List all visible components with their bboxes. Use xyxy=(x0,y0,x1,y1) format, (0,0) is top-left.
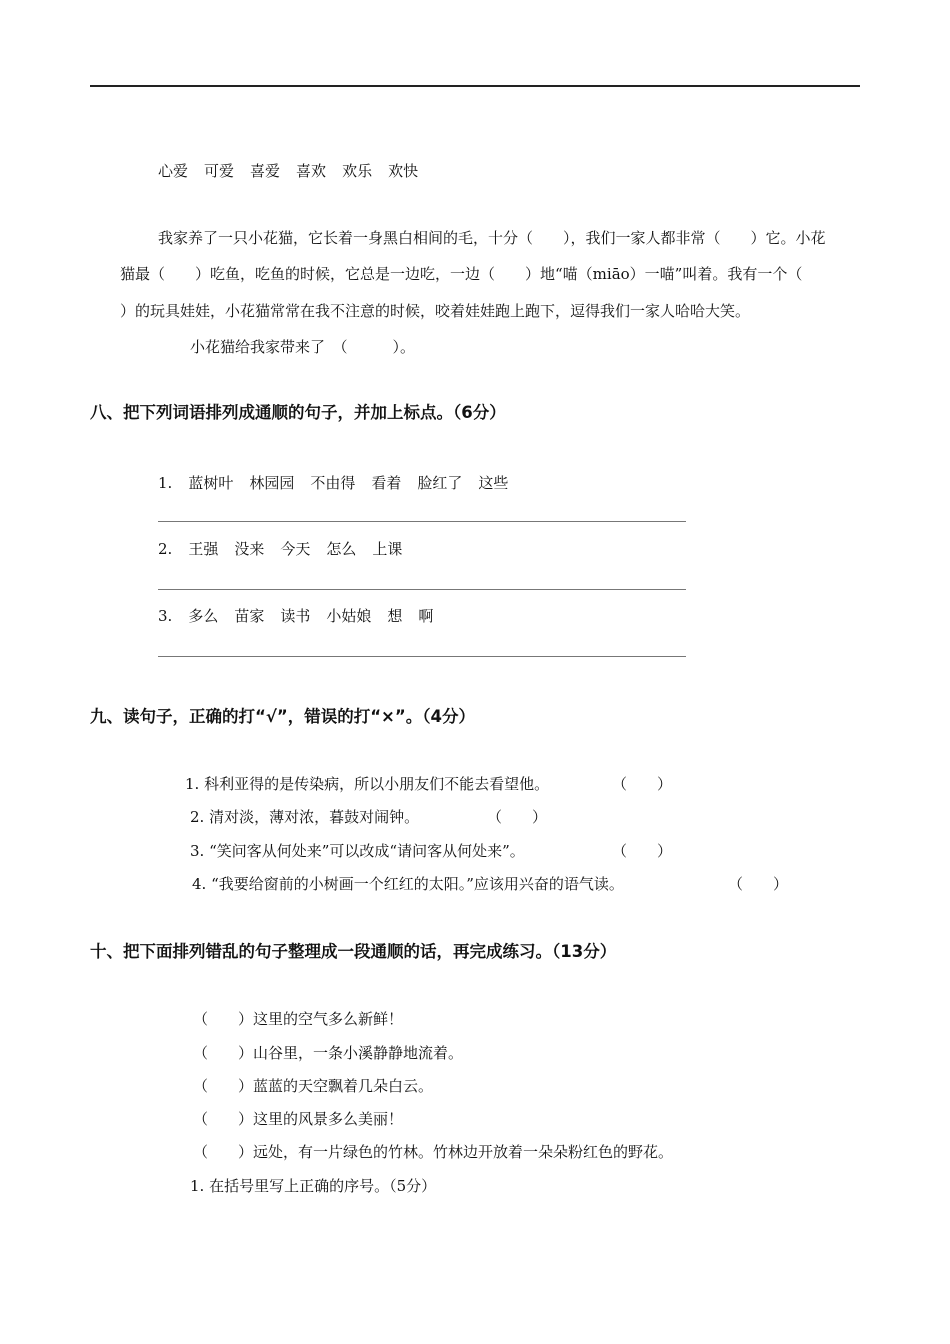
answer-line-1[interactable] xyxy=(158,521,686,522)
section-10-heading: 十、把下面排列错乱的句子整理成一段通顺的话，再完成练习。（13分） xyxy=(90,942,617,961)
word: 这些 xyxy=(478,474,509,492)
sentence-row-4 xyxy=(193,1110,403,1128)
order-blank[interactable]: （ ） xyxy=(193,1077,254,1095)
word-bank-item: 喜欢 xyxy=(296,162,327,180)
word: 林园园 xyxy=(249,474,295,492)
word-bank-item: 可爱 xyxy=(204,162,235,180)
judgement-item-4: 4. “我要给窗前的小树画一个红红的太阳。”应该用兴奋的语气读。 xyxy=(192,875,624,893)
word: 上课 xyxy=(372,540,403,558)
judgement-item-2: 2. 清对淡，薄对浓，暮鼓对闹钟。 xyxy=(190,808,420,826)
judgement-blank-2[interactable]: （ ） xyxy=(487,808,548,826)
answer-line-2[interactable] xyxy=(158,589,686,590)
passage-line-4: 小花猫给我家带来了 （ ）。 xyxy=(190,338,416,356)
word: 啊 xyxy=(418,607,434,625)
sentence-row-5 xyxy=(193,1143,673,1161)
word: 苗家 xyxy=(234,607,265,625)
section-10-task-1: 1. 在括号里写上正确的序号。（5分） xyxy=(190,1177,437,1195)
word: 今天 xyxy=(280,540,311,558)
judgement-blank-3[interactable]: （ ） xyxy=(612,842,673,860)
sentence-text: 山谷里，一条小溪静静地流着。 xyxy=(253,1044,464,1062)
word-bank-item: 欢快 xyxy=(388,162,419,180)
judgement-item-3: 3. “笑问客从何处来”可以改成“请问客从何处来”。 xyxy=(190,842,525,860)
word: 不由得 xyxy=(310,474,356,492)
sentence-text: 这里的空气多么新鲜！ xyxy=(253,1010,404,1028)
item-number: 3. xyxy=(158,607,173,625)
section-8-heading: 八、把下列词语排列成通顺的句子，并加上标点。（6分） xyxy=(90,403,506,422)
order-blank[interactable]: （ ） xyxy=(193,1010,254,1028)
section-8-item-2 xyxy=(158,540,402,558)
order-blank[interactable]: （ ） xyxy=(193,1110,254,1128)
order-blank[interactable]: （ ） xyxy=(193,1044,254,1062)
word: 读书 xyxy=(280,607,311,625)
judgement-item-1: 1. 科利亚得的是传染病，所以小朋友们不能去看望他。 xyxy=(185,775,550,793)
item-number: 2. xyxy=(158,540,173,558)
sentence-row-2 xyxy=(193,1044,463,1062)
item-number: 1. xyxy=(158,474,173,492)
header-rule xyxy=(90,85,860,87)
word: 没来 xyxy=(234,540,265,558)
sentence-text: 蓝蓝的天空飘着几朵白云。 xyxy=(253,1077,434,1095)
section-8-item-1 xyxy=(158,474,508,492)
section-8-item-3 xyxy=(158,607,433,625)
sentence-row-3 xyxy=(193,1077,433,1095)
word-bank xyxy=(158,162,418,180)
passage-line-2: 猫最（ ）吃鱼，吃鱼的时候，它总是一边吃，一边（ ）地“喵（miāo）一喵”叫着。我有一个（ xyxy=(120,265,803,283)
sentence-text: 远处，有一片绿色的竹林。竹林边开放着一朵朵粉红色的野花。 xyxy=(253,1143,674,1161)
word-bank-item: 欢乐 xyxy=(342,162,373,180)
answer-line-3[interactable] xyxy=(158,656,686,657)
word-bank-item: 喜爱 xyxy=(250,162,281,180)
word-bank-item: 心爱 xyxy=(158,162,189,180)
word: 想 xyxy=(387,607,403,625)
sentence-text: 这里的风景多么美丽！ xyxy=(253,1110,404,1128)
sentence-row-1 xyxy=(193,1010,403,1028)
order-blank[interactable]: （ ） xyxy=(193,1143,254,1161)
section-9-heading: 九、读句子，正确的打“√”，错误的打“×”。（4分） xyxy=(90,707,475,726)
word: 脸红了 xyxy=(417,474,463,492)
judgement-blank-1[interactable]: （ ） xyxy=(612,775,673,793)
judgement-blank-4[interactable]: （ ） xyxy=(728,875,789,893)
word: 小姑娘 xyxy=(326,607,372,625)
word: 看着 xyxy=(371,474,402,492)
word: 王强 xyxy=(188,540,219,558)
word: 蓝树叶 xyxy=(188,474,234,492)
passage-line-3: ）的玩具娃娃，小花猫常常在我不注意的时候，咬着娃娃跑上跑下，逗得我们一家人哈哈大笑。 xyxy=(120,302,751,320)
word: 怎么 xyxy=(326,540,357,558)
word: 多么 xyxy=(188,607,219,625)
passage-line-1: 我家养了一只小花猫，它长着一身黑白相间的毛，十分（ ），我们一家人都非常（ ）它。小花 xyxy=(158,229,826,247)
